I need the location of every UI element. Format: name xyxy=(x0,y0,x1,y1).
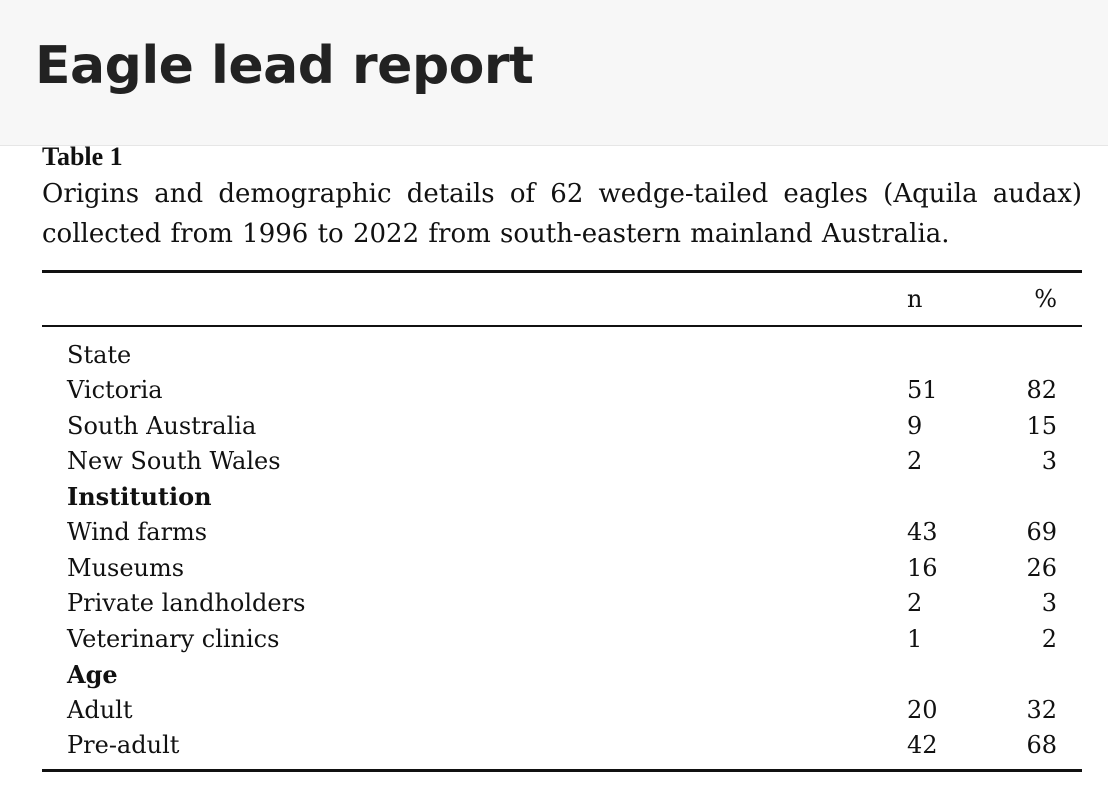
document-body xyxy=(42,140,1082,772)
cell-n: 16 xyxy=(907,553,938,582)
row-label: Institution xyxy=(67,482,212,512)
column-header-label xyxy=(42,273,907,326)
table-section-row xyxy=(42,327,1082,373)
cell-pct: 82 xyxy=(1026,376,1057,405)
table-row xyxy=(42,621,1082,657)
cell-pct: 26 xyxy=(1026,553,1057,582)
cell-n: 51 xyxy=(907,376,938,405)
table-row xyxy=(42,692,1082,728)
row-label: Adult xyxy=(67,695,133,724)
table-row xyxy=(42,444,1082,480)
cell-n: 9 xyxy=(907,411,923,440)
table-row xyxy=(42,373,1082,409)
cell-pct: 32 xyxy=(1026,695,1057,724)
table-header-row xyxy=(42,273,1082,326)
cell-pct: 3 xyxy=(1041,447,1057,476)
table-row xyxy=(42,728,1082,764)
column-header-pct: % xyxy=(1034,285,1057,313)
table-row xyxy=(42,515,1082,551)
cell-pct: 69 xyxy=(1026,518,1057,547)
cell-n: 20 xyxy=(907,695,938,724)
row-label: Pre-adult xyxy=(67,731,180,760)
cell-pct: 2 xyxy=(1041,624,1057,653)
cell-n: 43 xyxy=(907,518,938,547)
table-bottom-rule xyxy=(42,769,1082,772)
cell-n xyxy=(907,327,997,373)
cell-n: 2 xyxy=(907,447,923,476)
column-header-n: n xyxy=(907,285,923,313)
table-section-row xyxy=(42,657,1082,693)
table-row xyxy=(42,408,1082,444)
cell-pct: 3 xyxy=(1041,589,1057,618)
table-caption: Origins and demographic details of 62 wedge-tailed eagles (Aquila audax) collected from 1996 to 2022 from south-eastern mainland Australia. xyxy=(42,179,1082,249)
row-label: State xyxy=(67,340,132,369)
table-body xyxy=(42,326,1082,763)
data-table xyxy=(42,273,1082,763)
row-label: Museums xyxy=(67,553,185,582)
row-label: Age xyxy=(67,659,118,689)
caption-spacer xyxy=(42,254,1082,270)
row-label: Private landholders xyxy=(67,589,306,618)
row-label: Veterinary clinics xyxy=(67,624,280,653)
cell-pct: 68 xyxy=(1026,731,1057,760)
cell-pct xyxy=(997,479,1082,515)
row-label: Victoria xyxy=(67,376,163,405)
cell-n: 1 xyxy=(907,624,923,653)
cell-n: 2 xyxy=(907,589,923,618)
row-label: South Australia xyxy=(67,411,257,440)
cell-pct: 15 xyxy=(1026,411,1057,440)
app-header xyxy=(0,0,1108,146)
cell-n xyxy=(907,479,997,515)
table-section-row xyxy=(42,479,1082,515)
cell-n xyxy=(907,657,997,693)
cell-pct xyxy=(997,327,1082,373)
cell-pct xyxy=(997,657,1082,693)
table-label: Table 1 xyxy=(42,142,123,171)
row-label: New South Wales xyxy=(67,447,281,476)
page-title: Eagle lead report xyxy=(35,36,534,96)
table-row xyxy=(42,550,1082,586)
table-row xyxy=(42,586,1082,622)
row-label: Wind farms xyxy=(67,518,208,547)
cell-n: 42 xyxy=(907,731,938,760)
